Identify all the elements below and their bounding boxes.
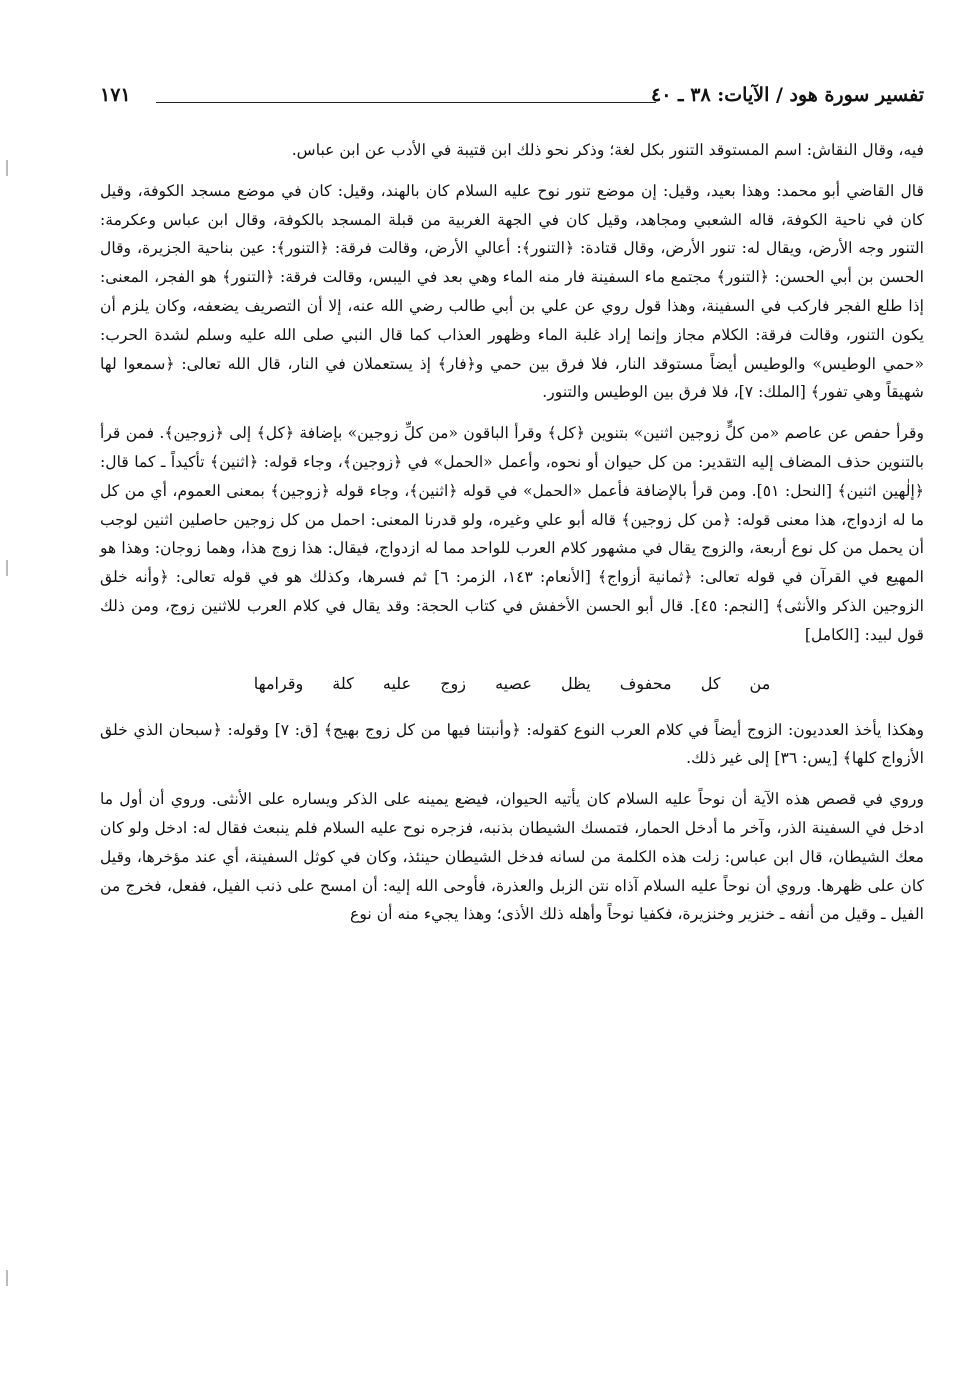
paragraph: وقرأ حفص عن عاصم «من كلٍّ زوجين اثنين» بتنوين ﴿كل﴾ وقرأ الباقون «من كلِّ زوجين» بإضافة ﴿كل﴾ إلى ﴿زوجين﴾. فمن قرأ بالتنوين حذف المضاف إليه التقدير: من كل حيوان أو نحوه، وأعمل «الحمل» في ﴿زوجين﴾، وجاء قوله: ﴿اثنين﴾ تأكيداً ـ كما قال: ﴿إلٰهين اثنين﴾ [النحل: ٥١]. ومن قرأ بالإضافة فأعمل «الحمل» في قوله ﴿اثنين﴾، وجاء قوله ﴿زوجين﴾ بمعنى العموم، أي من كل ما له ازدواج، هذا معنى قوله: ﴿من كل زوجين﴾ قاله أبو علي وغيره، ولو قدرنا المعنى: احمل من كل زوجين حاصلين اثنين لوجب أن يحمل من كل نوع أربعة، والزوج يقال في مشهور كلام العرب للواحد مما له ازدواج، فيقال: هذا زوج هذا، وهما زوجان: وهذا هو المهيع في القرآن في قوله تعالى: ﴿ثمانية أزواج﴾ [الأنعام: ١٤٣، الزمر: ٦] ثم فسرها، وكذلك هو في قوله تعالى: ﴿وأنه خلق الزوجين الذكر والأنثى﴾ [النجم: ٤٥]. قال أبو الحسن الأخفش في كتاب الحجة: وقد يقال في كلام العرب للاثنين زوج، ومن ذلك قول لبيد: [الكامل] — [100, 424, 924, 644]
paragraph: فيه، وقال النقاش: اسم المستوقد التنور بكل لغة؛ وذكر نحو ذلك ابن قتيبة في الأدب عن ابن عباس. — [291, 141, 924, 159]
running-header — [100, 84, 924, 114]
margin-mark — [6, 160, 8, 176]
page-number: ١٧١ — [100, 84, 131, 106]
paragraph: وروي في قصص هذه الآية أن نوحاً عليه السلام كان يأتيه الحيوان، فيضع يمينه على الذكر ويساره على الأنثى. وروي أن أول ما ادخل في السفينة الذر، وآخر ما أدخل الحمار، فتمسك الشيطان بذنبه، فزجره نوح عليه السلام فلم ينبعث فقال له: ادخل ولو كان معك الشيطان، قال ابن عباس: زلت هذه الكلمة من لسانه فدخل الشيطان حينئذ، وكان في كوثل السفينة، أي عند مؤخرها، وقيل كان على ظهرها. وروي أن نوحاً عليه السلام آذاه نتن الزبل والعذرة، فأوحى الله إليه: أن امسح على ذنب الفيل، ففعل، فخرج من الفيل ـ وقيل من أنفه ـ خنزير وخنزيرة، فكفيا نوحاً وأهله ذلك الأذى؛ وهذا يجيء منه أن نوع — [100, 790, 924, 924]
margin-mark — [6, 1270, 8, 1286]
page — [100, 84, 924, 941]
page-body — [100, 136, 924, 929]
margin-mark — [6, 560, 8, 576]
paragraph: قال القاضي أبو محمد: وهذا بعيد، وقيل: إن موضع تنور نوح عليه السلام كان بالهند، وقيل: كان في موضع مسجد الكوفة، وقيل كان في ناحية الكوفة، قاله الشعبي ومجاهد، وقيل كان في الجهة الغربية من قبلة المسجد بالكوفة، وقال ابن عباس وعكرمة: التنور وجه الأرض، ويقال له: تنور الأرض، وقال قتادة: ﴿التنور﴾: أعالي الأرض، وقالت فرقة: ﴿التنور﴾: عين بناحية الجزيرة، وقال الحسن بن أبي الحسن: ﴿التنور﴾ مجتمع ماء السفينة فار منه الماء وهي بعد في اليبس، وقالت فرقة: ﴿التنور﴾ هو الفجر، المعنى: إذا طلع الفجر فاركب في السفينة، وهذا قول روي عن علي بن أبي طالب رضي الله عنه، إلا أن التصريف يضعفه، وكان يلزم أن يكون التنور، وقالت فرقة: الكلام مجاز وإنما إراد غلبة الماء وظهور العذاب كما قال النبي صلى الله عليه وسلم لشدة الحرب: «حمي الوطيس» والوطيس أيضاً مستوقد النار، فلا فرق بين حمي و﴿فار﴾ إذ يستعملان في النار، قال الله تعالى: ﴿سمعوا لها شهيقاً وهي تفور﴾ [الملك: ٧]، فلا فرق بين الوطيس والتنور. — [100, 181, 924, 402]
poetry-verse: من كل محفوف يظل عصيه زوج عليه كلة وقرامها — [253, 673, 771, 693]
paragraph: وهكذا يأخذ العدديون: الزوج أيضاً في كلام العرب النوع كقوله: ﴿وأنبتنا فيها من كل زوج بهيج﴾ [ق: ٧] وقوله: ﴿سبحان الذي خلق الأزواج كلها﴾ [يس: ٣٦] إلى غير ذلك. — [100, 720, 924, 768]
header-rule — [156, 102, 656, 103]
running-title: تفسير سورة هود / الآيات: ٣٨ ـ ٤٠ — [651, 84, 924, 106]
